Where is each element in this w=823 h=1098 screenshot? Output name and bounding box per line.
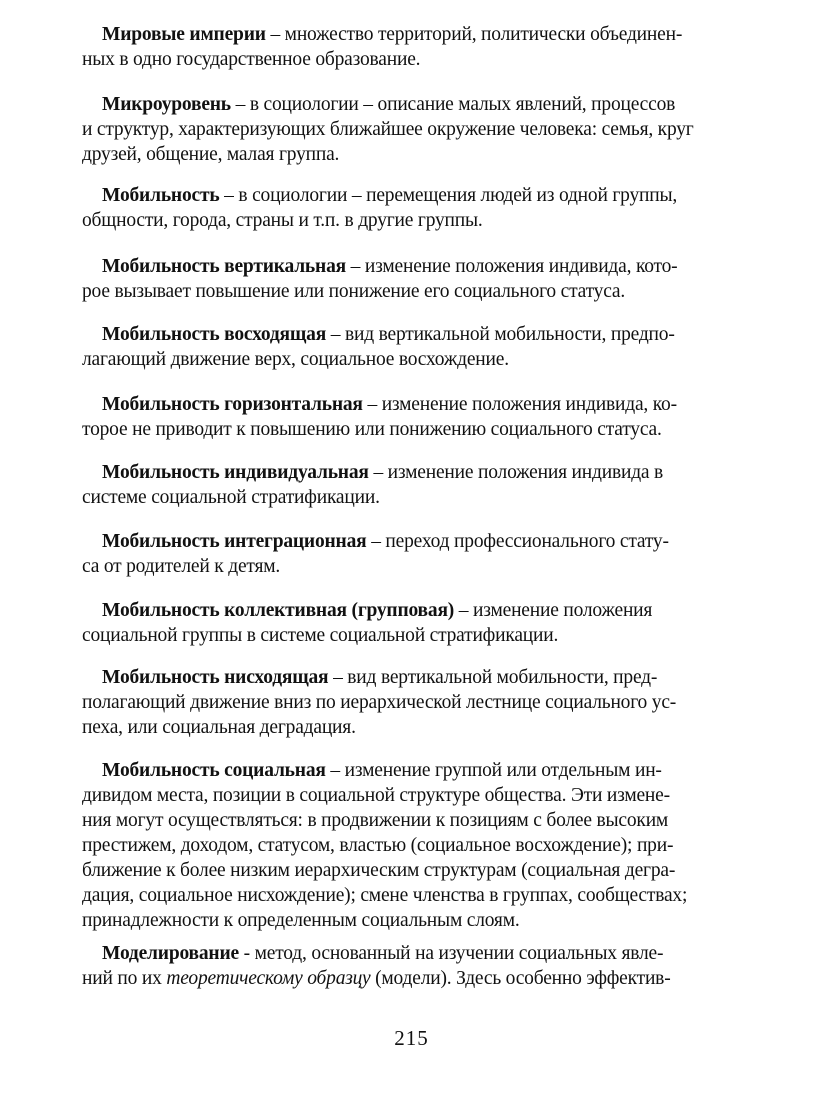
definition-line: дивидом места, позиции в социальной структуре общества. Эти измене-	[82, 785, 670, 806]
definition-line: принадлежности к определенным социальным слоям.	[82, 910, 520, 931]
definition-line: общности, города, страны и т.п. в другие группы.	[82, 210, 483, 231]
definition-line: лагающий движение верх, социальное восхождение.	[82, 349, 509, 370]
definition-line: – множество территорий, политически объединен-	[270, 24, 683, 45]
definition-line: торое не приводит к повышению или понижению социального статуса.	[82, 419, 662, 440]
definition-line: – переход профессионального стату-	[371, 531, 669, 552]
term: Мобильность горизонтальная	[102, 394, 363, 415]
definition-line: са от родителей к детям.	[82, 556, 281, 577]
definition-line: – изменение положения	[458, 600, 653, 621]
definition-line: – изменение положения индивида, ко-	[367, 394, 677, 415]
term: Микроуровень	[102, 94, 231, 115]
definition-line: – в социологии – описание малых явлений, процессов	[235, 94, 676, 115]
term: Мобильность нисходящая	[102, 667, 329, 688]
glossary-entry	[82, 460, 742, 510]
definition-line: – вид вертикальной мобильности, пред-	[333, 667, 658, 688]
glossary-entry	[82, 529, 742, 579]
glossary-entry	[82, 183, 742, 233]
definition-line: пеха, или социальная деградация.	[82, 717, 356, 738]
definition-line: полагающий движение вниз по иерархической лестнице социального ус-	[82, 692, 677, 713]
definition-line: друзей, общение, малая группа.	[82, 144, 340, 165]
glossary-entry	[82, 758, 742, 933]
definition-line: престижем, доходом, статусом, властью (социальное восхождение); при-	[82, 835, 674, 856]
definition-line: – изменение положения индивида в	[373, 462, 664, 483]
glossary-entry	[82, 665, 742, 740]
definition-line: – изменение положения индивида, кото-	[350, 256, 678, 277]
term: Мобильность индивидуальная	[102, 462, 369, 483]
definition-line: ных в одно государственное образование.	[82, 49, 421, 70]
definition-line: социальной группы в системе социальной стратификации.	[82, 625, 559, 646]
definition-line: дация, социальное нисхождение); смене членства в группах, сообществах;	[82, 885, 688, 906]
definition-line: – вид вертикальной мобильности, предпо-	[330, 324, 675, 345]
glossary-entry	[82, 322, 742, 372]
definition-line: ближение к более низким иерархическим структурам (социальная дегра-	[82, 860, 676, 881]
glossary-entry	[82, 941, 742, 991]
page-number: 215	[394, 1026, 429, 1050]
definition-line: (модели). Здесь особенно эффектив-	[375, 968, 671, 989]
definition-line: – в социологии – перемещения людей из одной группы,	[224, 185, 678, 206]
definition-line: ний по их	[82, 968, 162, 989]
definition-line: - метод, основанный на изучении социальных явле-	[243, 943, 664, 964]
term: Мобильность интеграционная	[102, 531, 367, 552]
term: Мировые империи	[102, 24, 266, 45]
term: Мобильность восходящая	[102, 324, 327, 345]
definition-line: системе социальной стратификации.	[82, 487, 380, 508]
definition-line: – изменение группой или отдельным ин-	[330, 760, 662, 781]
glossary-entry	[82, 92, 742, 167]
glossary-entry	[82, 22, 742, 72]
definition-line: и структур, характеризующих ближайшее окружение человека: семья, круг	[82, 119, 694, 140]
italic-phrase: теоретическому образцу	[166, 968, 371, 989]
glossary-entry	[82, 392, 742, 442]
definition-line: ния могут осуществляться: в продвижении к позициям с более высоким	[82, 810, 669, 831]
term: Мобильность	[102, 185, 220, 206]
glossary-entry	[82, 254, 742, 304]
definition-line: рое вызывает повышение или понижение его социального статуса.	[82, 281, 626, 302]
term: Мобильность социальная	[102, 760, 326, 781]
term: Моделирование	[102, 943, 239, 964]
term: Мобильность коллективная (групповая)	[102, 600, 455, 621]
glossary-entry	[82, 598, 742, 648]
term: Мобильность вертикальная	[102, 256, 346, 277]
